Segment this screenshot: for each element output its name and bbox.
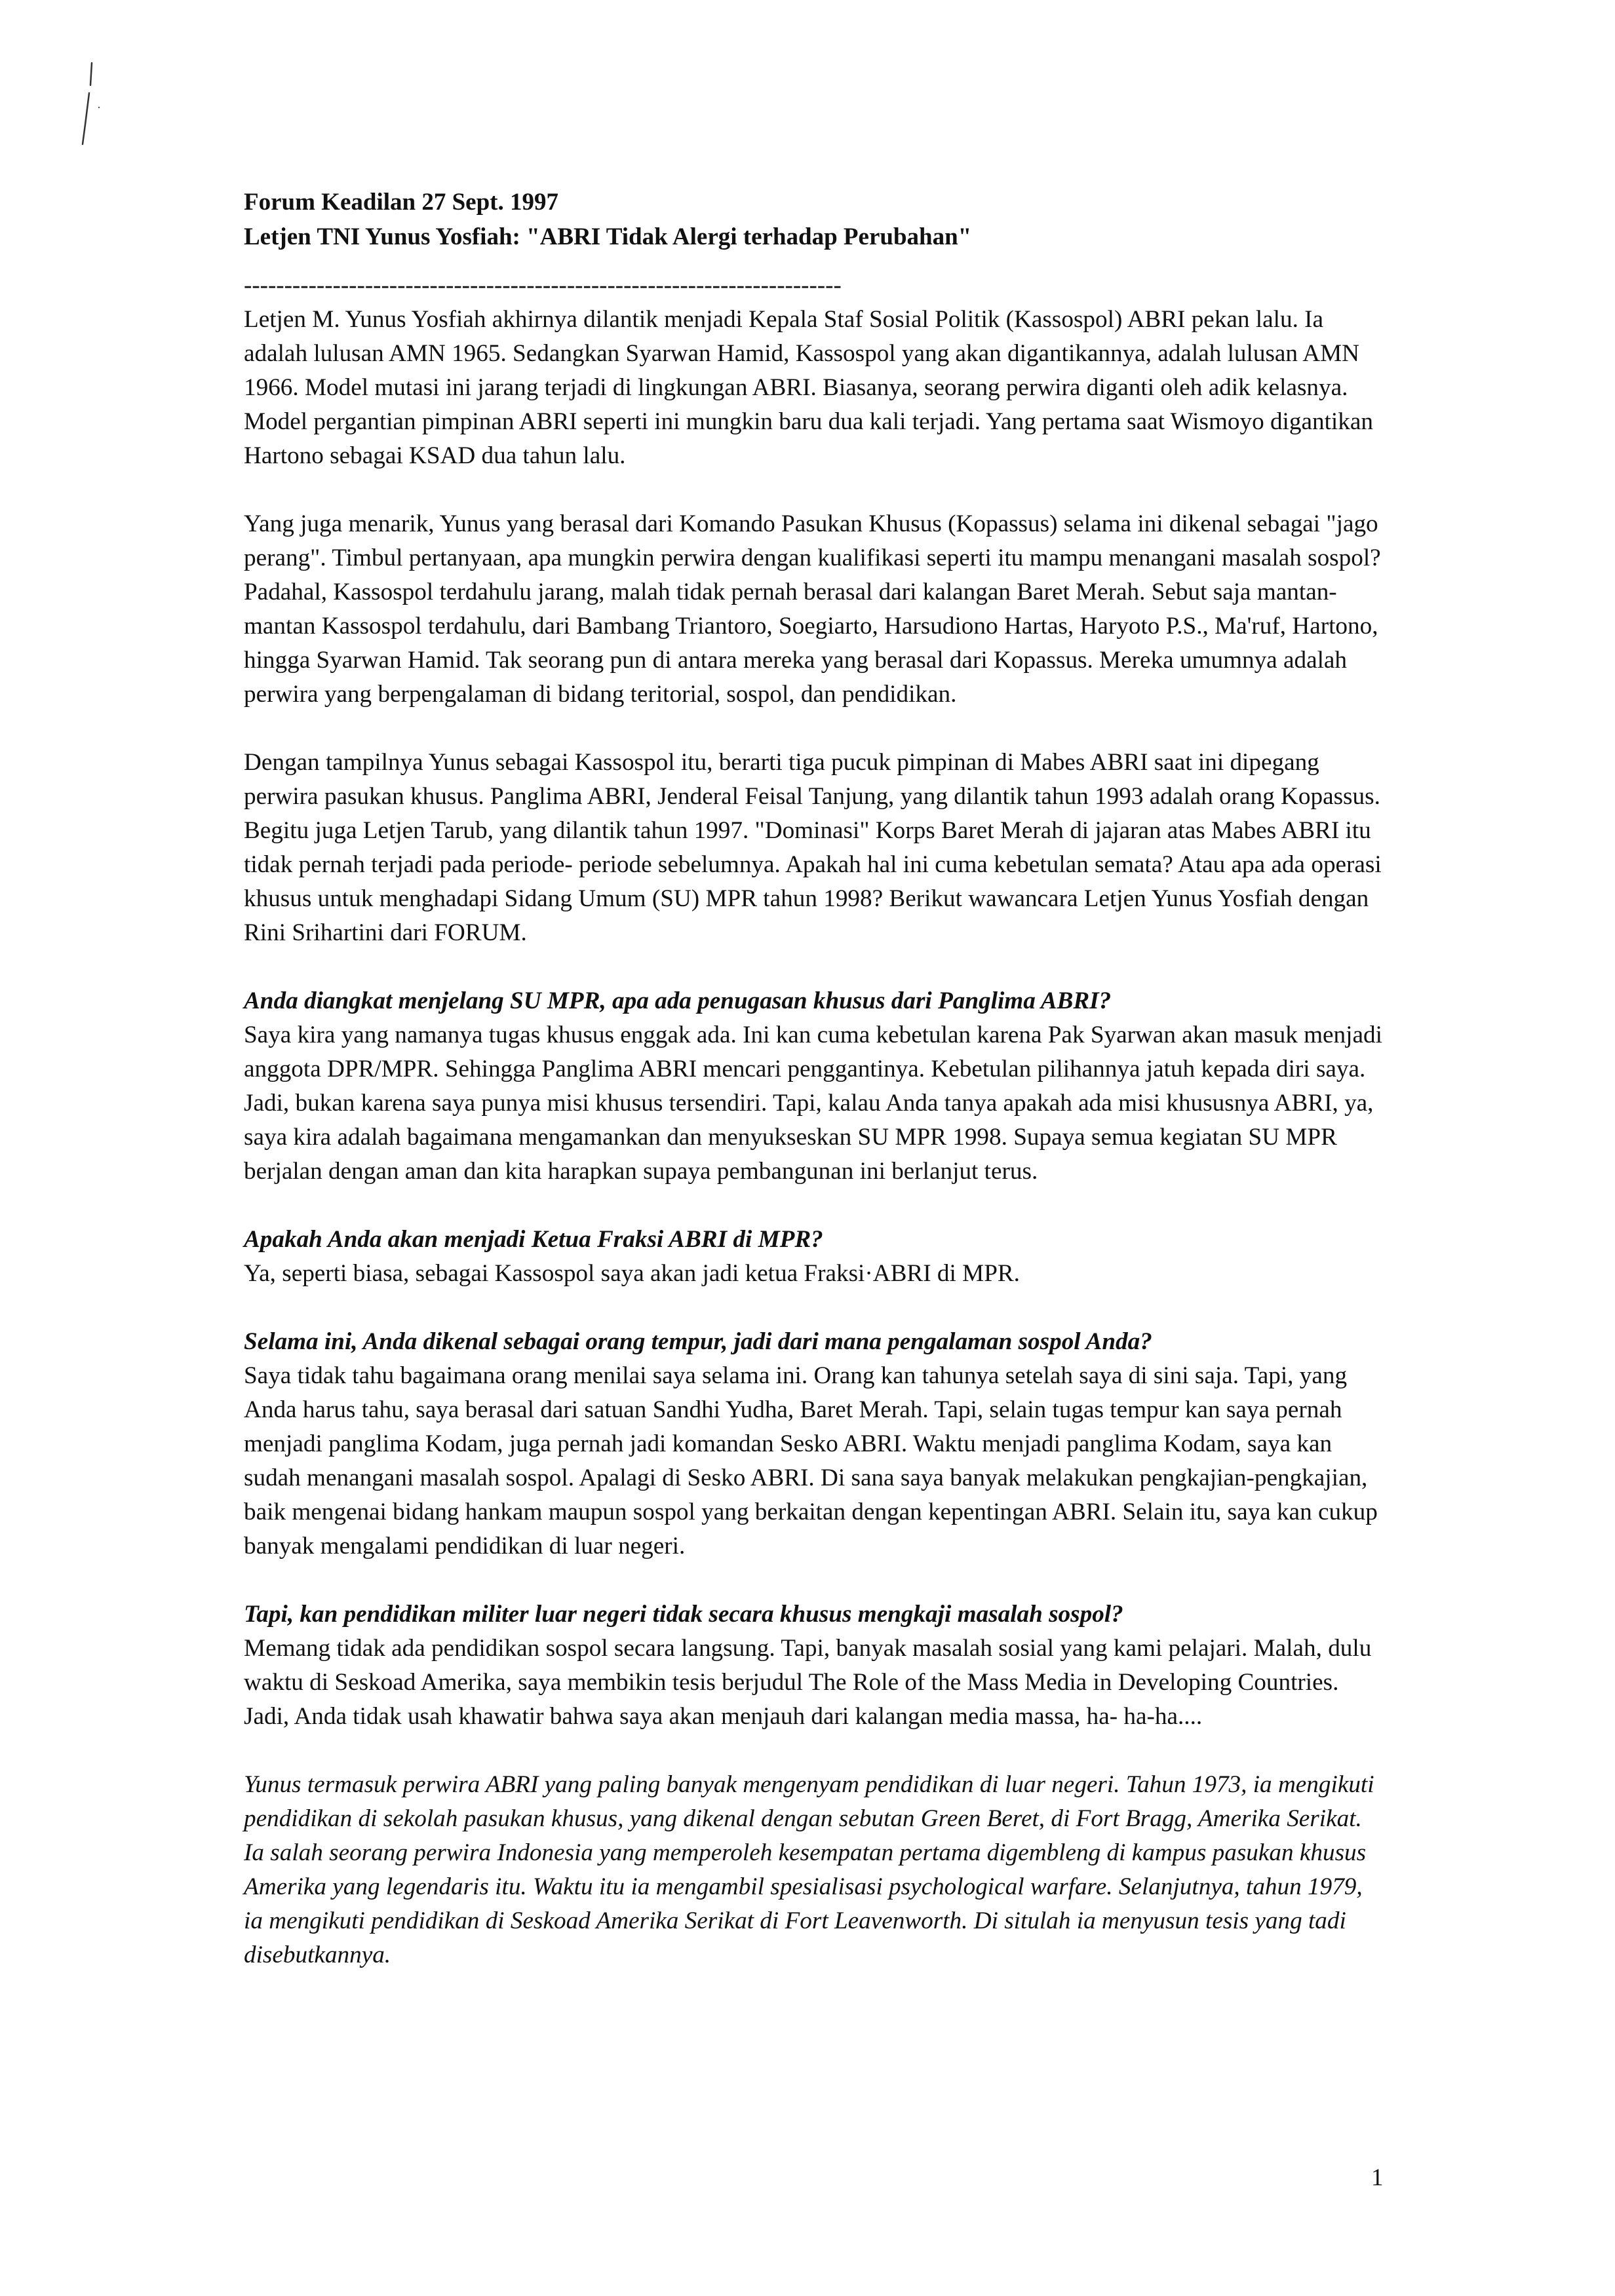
article-title: Letjen TNI Yunus Yosfiah: "ABRI Tidak Alergi terhadap Perubahan" bbox=[244, 223, 972, 250]
interview-question-4: Tapi, kan pendidikan militer luar negeri tidak secara khusus mengkaji masalah sospol? bbox=[244, 1601, 1123, 1628]
interview-question-1: Anda diangkat menjelang SU MPR, apa ada penugasan khusus dari Panglima ABRI? bbox=[244, 987, 1112, 1014]
intro-paragraph-1: Letjen M. Yunus Yosfiah akhirnya dilantik menjadi Kepala Staf Sosial Politik (Kassospol) ABRI pekan lalu. Ia adalah lulusan AMN 1965. Sedangkan Syarwan Hamid, Kassospol yang akan digantikannya, adalah lulusan AMN 1966. Model mutasi ini jarang terjadi di lingkungan ABRI. Biasanya, seorang perwira diganti oleh adik kelasnya. Model pergantian pimpinan ABRI seperti ini mungkin baru dua kali terjadi. Yang pertama saat Wismoyo digantikan Hartono sebagai KSAD dua tahun lalu. bbox=[244, 306, 1373, 469]
interview-question-3: Selama ini, Anda dikenal sebagai orang tempur, jadi dari mana pengalaman sospol Anda? bbox=[244, 1328, 1152, 1355]
intro-paragraph-2: Yang juga menarik, Yunus yang berasal dari Komando Pasukan Khusus (Kopassus) selama ini dikenal sebagai "jago perang". Timbul pertanyaan, apa mungkin perwira dengan kualifikasi seperti itu mampu menangani masalah sospol? Padahal, Kassospol terdahulu jarang, malah tidak pernah berasal dari kalangan Baret Merah. Sebut saja mantan-mantan Kassospol terdahulu, dari Bambang Triantoro, Soegiarto, Harsudiono Hartas, Haryoto P.S., Ma'ruf, Hartono, hingga Syarwan Hamid. Tak seorang pun di antara mereka yang berasal dari Kopassus. Mereka umumnya adalah perwira yang berpengalaman di bidang teritorial, sospol, dan pendidikan. bbox=[244, 510, 1381, 708]
interview-answer-3: Saya tidak tahu bagaimana orang menilai saya selama ini. Orang kan tahunya setelah saya di sini saja. Tapi, yang Anda harus tahu, saya berasal dari satuan Sandhi Yudha, Baret Merah. Tapi, selain tugas tempur kan saya pernah menjadi panglima Kodam, juga pernah jadi komandan Sesko ABRI. Waktu menjadi panglima Kodam, saya kan sudah menangani masalah sospol. Apalagi di Sesko ABRI. Di sana saya banyak melakukan pengkajian-pengkajian, baik mengenai bidang hankam maupun sospol yang berkaitan dengan kepentingan ABRI. Selain itu, saya kan cukup banyak mengalami pendidikan di luar negeri. bbox=[244, 1362, 1378, 1559]
pen-mark-decoration bbox=[77, 59, 104, 151]
document-content bbox=[244, 185, 1386, 1972]
interview-answer-4: Memang tidak ada pendidikan sospol secara langsung. Tapi, banyak masalah sosial yang kami pelajari. Malah, dulu waktu di Seskoad Amerika, saya membikin tesis berjudul The Role of the Mass Media in Developing Countries. Jadi, Anda tidak usah khawatir bahwa saya akan menjauh dari kalangan media massa, ha- ha-ha.... bbox=[244, 1635, 1372, 1730]
separator-line: -------------------------------------------------------------------------- bbox=[244, 273, 842, 299]
interview-answer-2: Ya, seperti biasa, sebagai Kassospol saya akan jadi ketua Fraksi·ABRI di MPR. bbox=[244, 1260, 1020, 1287]
intro-paragraph-3: Dengan tampilnya Yunus sebagai Kassospol itu, berarti tiga pucuk pimpinan di Mabes ABRI saat ini dipegang perwira pasukan khusus. Panglima ABRI, Jenderal Feisal Tanjung, yang dilantik tahun 1993 adalah orang Kopassus. Begitu juga Letjen Tarub, yang dilantik tahun 1997. "Dominasi" Korps Baret Merah di jajaran atas Mabes ABRI itu tidak pernah terjadi pada periode- periode sebelumnya. Apakah hal ini cuma kebetulan semata? Atau apa ada operasi khusus untuk menghadapi Sidang Umum (SU) MPR tahun 1998? Berikut wawancara Letjen Yunus Yosfiah dengan Rini Srihartini dari FORUM. bbox=[244, 749, 1382, 946]
page-number: 1 bbox=[1371, 2164, 1384, 2191]
italic-background-note: Yunus termasuk perwira ABRI yang paling banyak mengenyam pendidikan di luar negeri. Tahun 1973, ia mengikuti pendidikan di sekolah pasukan khusus, yang dikenal dengan sebutan Green Beret, di Fort Bragg, Amerika Serikat. Ia salah seorang perwira Indonesia yang memperoleh kesempatan pertama digembleng di kampus pasukan khusus Amerika yang legendaris itu. Waktu itu ia mengambil spesialisasi psychological warfare. Selanjutnya, tahun 1979, ia mengikuti pendidikan di Seskoad Amerika Serikat di Fort Leavenworth. Di situlah ia menyusun tesis yang tadi disebutkannya. bbox=[244, 1771, 1374, 1968]
article-source-line: Forum Keadilan 27 Sept. 1997 bbox=[244, 189, 558, 216]
interview-question-2: Apakah Anda akan menjadi Ketua Fraksi ABRI di MPR? bbox=[244, 1226, 823, 1253]
interview-answer-1: Saya kira yang namanya tugas khusus enggak ada. Ini kan cuma kebetulan karena Pak Syarwan akan masuk menjadi anggota DPR/MPR. Sehingga Panglima ABRI mencari penggantinya. Kebetulan pilihannya jatuh kepada diri saya. Jadi, bukan karena saya punya misi khusus tersendiri. Tapi, kalau Anda tanya apakah ada misi khususnya ABRI, ya, saya kira adalah bagaimana mengamankan dan menyukseskan SU MPR 1998. Supaya semua kegiatan SU MPR berjalan dengan aman dan kita harapkan supaya pembangunan ini berlanjut terus. bbox=[244, 1022, 1382, 1185]
